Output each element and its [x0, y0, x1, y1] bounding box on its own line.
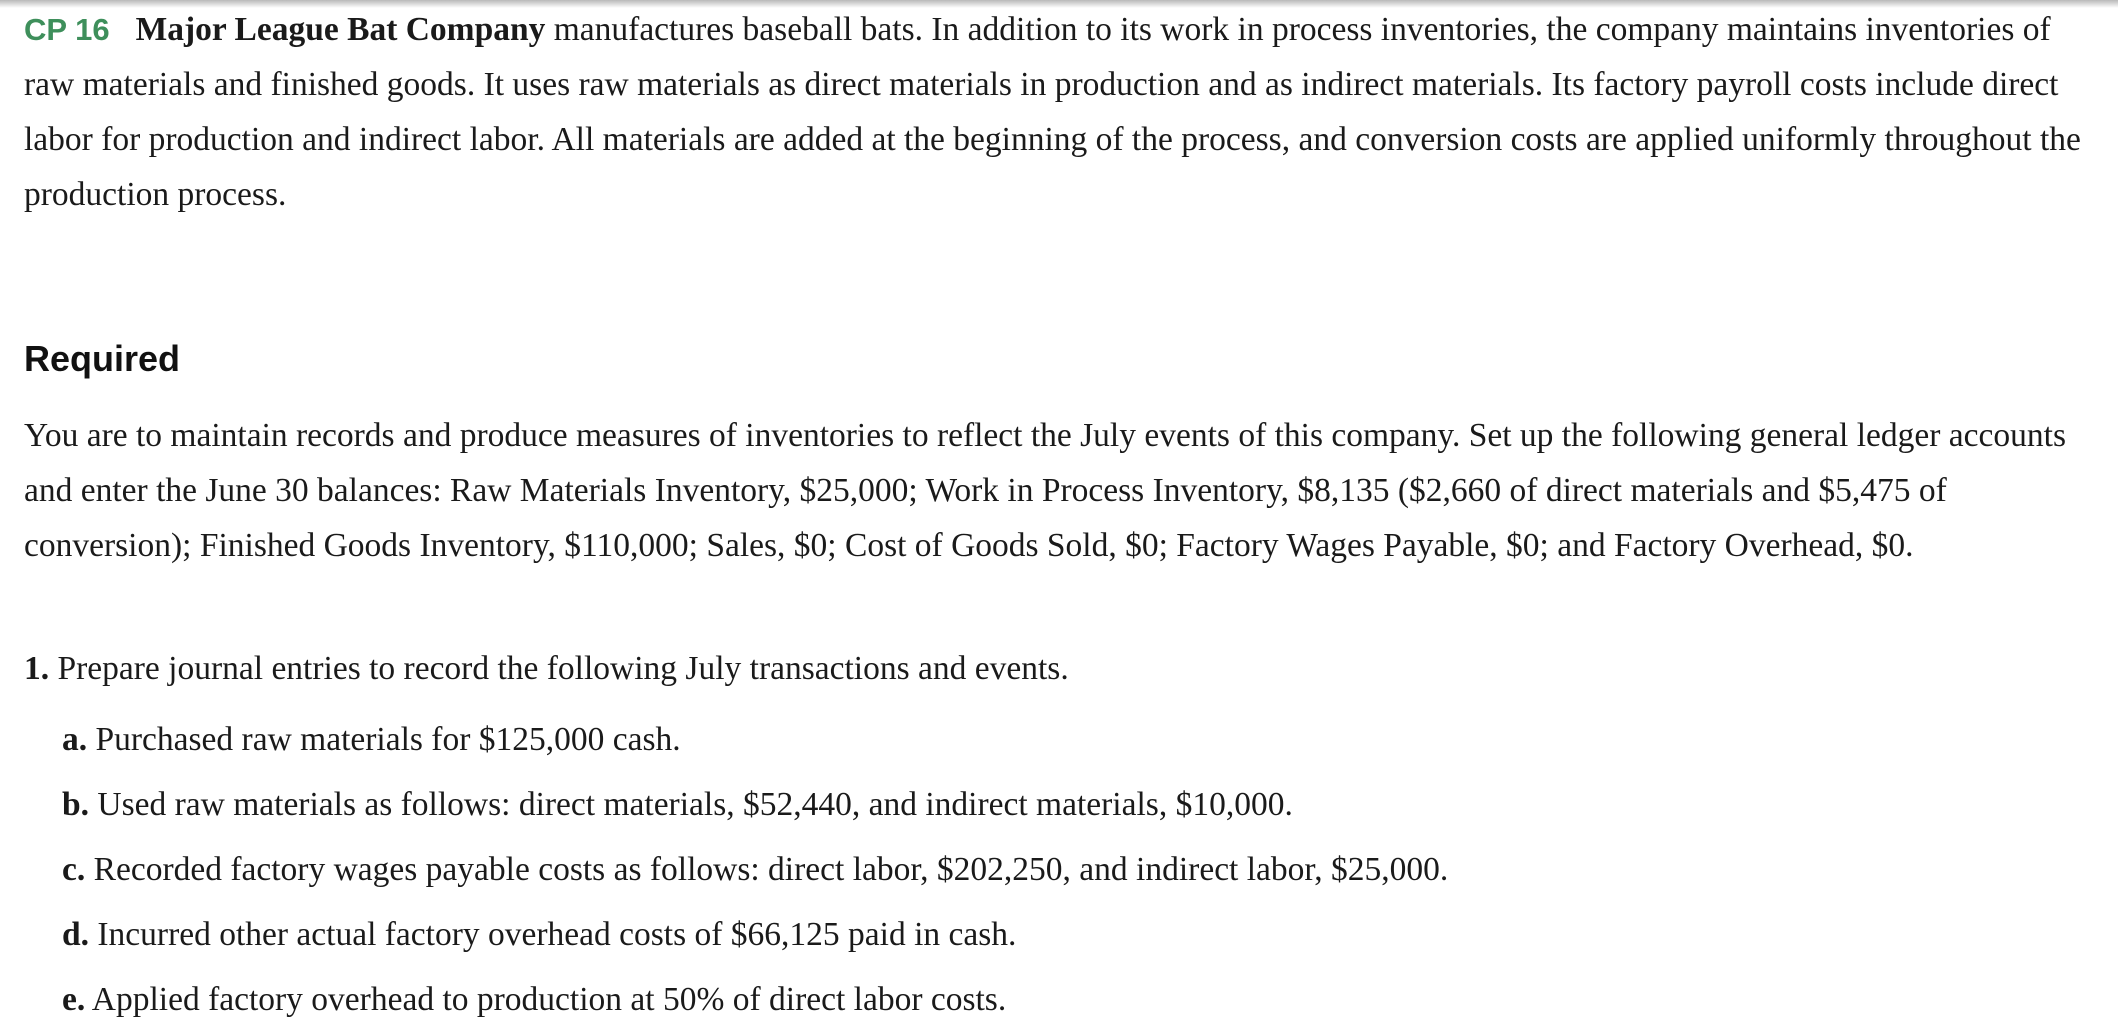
required-heading: Required [24, 338, 181, 379]
problem-label: CP 16 [24, 12, 110, 47]
item-letter: e. [62, 981, 86, 1018]
item-text: Recorded factory wages payable costs as follows: direct labor, $202,250, and indirect labor, $25,000. [85, 851, 1449, 888]
transaction-item-d [62, 907, 1448, 972]
transaction-item-e [62, 972, 1448, 1018]
transaction-item-a [62, 712, 1448, 777]
company-name: Major League Bat Company [135, 11, 546, 48]
intro-text: manufactures baseball bats. In addition to its work in process inventories, the company maintains inventories of raw materials and finished goods. It uses raw materials as direct materials in production and as indirect materials. Its factory payroll costs include direct labor for production and indirect labor. All materials are added at the beginning of the process, and conversion costs are applied uniformly throughout the production process. [24, 11, 2081, 213]
question-number: 1. [24, 650, 50, 687]
required-text: You are to maintain records and produce measures of inventories to reflect the July events of this company. Set up the following general ledger accounts and enter the June 30 balances: Raw Materials Inventory, $25,000; Work in Process Inventory, $8,135 ($2,660 of direct materials and $5,475 of conversion); Finished Goods Inventory, $110,000; Sales, $0; Cost of Goods Sold, $0; Factory Wages Payable, $0; and Factory Overhead, $0. [24, 417, 2066, 564]
transaction-item-c [62, 842, 1448, 907]
item-letter: d. [62, 916, 90, 953]
transaction-item-b [62, 777, 1448, 842]
transaction-list [62, 712, 1448, 1018]
problem-intro [24, 2, 2094, 222]
question-text: Prepare journal entries to record the following July transactions and events. [49, 650, 1069, 687]
item-text: Used raw materials as follows: direct materials, $52,440, and indirect materials, $10,000. [89, 786, 1293, 823]
item-text: Incurred other actual factory overhead costs of $66,125 paid in cash. [89, 916, 1017, 953]
item-letter: c. [62, 851, 86, 888]
item-text: Applied factory overhead to production at 50% of direct labor costs. [85, 981, 1007, 1018]
item-letter: b. [62, 786, 90, 823]
item-letter: a. [62, 721, 88, 758]
question-1 [24, 641, 1069, 696]
item-text: Purchased raw materials for $125,000 cash. [87, 721, 681, 758]
